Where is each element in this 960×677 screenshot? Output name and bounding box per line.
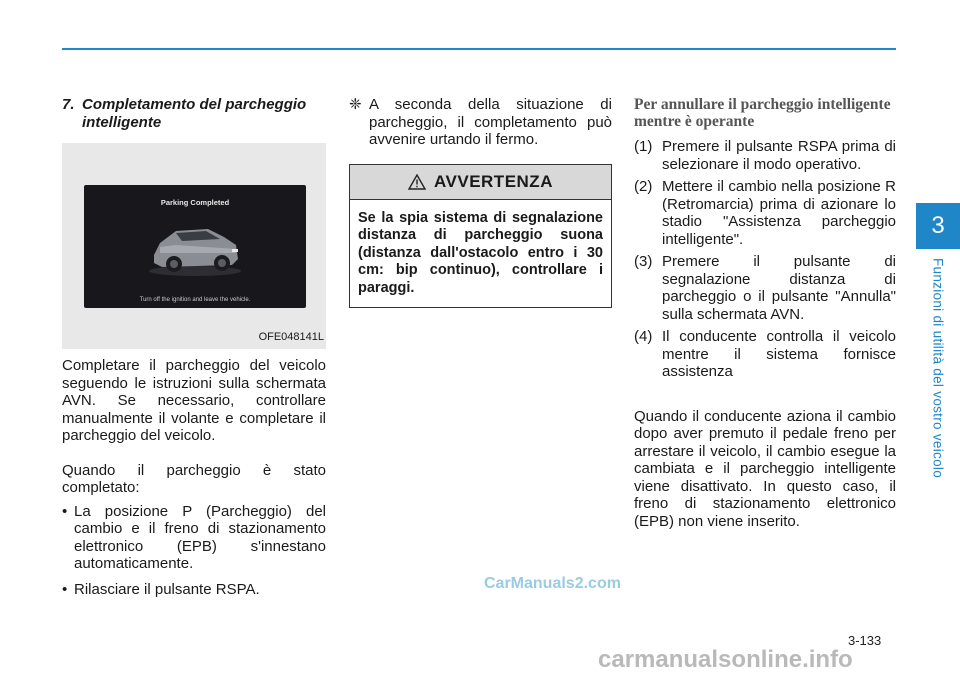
page-number: 3-133 [848, 633, 882, 648]
list-item [62, 503, 326, 573]
step-number: (1) [634, 138, 653, 155]
chapter-side-title [928, 258, 948, 498]
step-number: (4) [634, 328, 653, 345]
list-item [634, 178, 896, 248]
watermark-carmanualsonline: carmanualsonline.info [598, 646, 853, 673]
column-1 [62, 96, 326, 598]
chapter-tab [916, 203, 960, 249]
section-number: 7. [62, 96, 75, 113]
warning-title: AVVERTENZA [434, 171, 553, 191]
section-title-text: Completamento del parcheggio intelligente [82, 96, 307, 131]
warning-triangle-icon [408, 174, 426, 190]
bullet-text: La posizione P (Parcheggio) del cambio e il freno di stazionamento elettronico (EPB) s'innestano automaticamente. [74, 502, 326, 572]
figure-code: OFE048141L [258, 330, 324, 343]
chapter-number: 3 [931, 212, 945, 239]
note [349, 96, 612, 149]
list-item [634, 138, 896, 173]
paragraph-1: Completare il parcheggio del veicolo seguendo le istruzioni sulla schermata AVN. Se necessario, controllare manualmente il volante e completare il parcheggio del veicolo. [62, 357, 326, 444]
column-2 [349, 96, 612, 308]
bullet-text: Rilasciare il pulsante RSPA. [74, 580, 260, 598]
list-item [634, 253, 896, 323]
paragraph-3: Quando il conducente aziona il cambio dopo aver premuto il pedale freno per arrestare il veicolo, il cambio esegue la cambiata e il parcheggio intelligente viene disattivato. In questo caso, il freno di stazionamento elettronico (EPB) non viene inserito. [634, 407, 896, 530]
screen-message: Turn off the ignition and leave the vehicle. [139, 297, 251, 303]
column-3 [634, 96, 896, 530]
watermark-carmanuals2: CarManuals2.com [484, 575, 621, 592]
step-text: Premere il pulsante di segnalazione distanza di parcheggio o il pulsante "Annulla" sulla schermata AVN. [662, 253, 896, 323]
step-text: Mettere il cambio nella posizione R (Retromarcia) prima di azionare lo stadio "Assistenza parcheggio intelligente". [662, 178, 896, 248]
screen-title: Parking Completed [160, 198, 230, 207]
figure-avn-screen [62, 143, 326, 349]
bullet-marker: • [62, 580, 68, 598]
list-item [634, 328, 896, 381]
header-rule [62, 48, 896, 50]
bullet-marker: • [62, 502, 68, 520]
warning-header [350, 165, 611, 200]
subsection-heading: Per annullare il parcheggio intelligente mentre è operante [634, 96, 891, 130]
section-title [62, 96, 326, 131]
note-marker: ❈ [349, 96, 362, 113]
step-number: (2) [634, 178, 653, 195]
chapter-title: Funzioni di utilità del vostro veicolo [930, 258, 946, 479]
note-text: A seconda della situazione di parcheggio, il completamento può avvenire urtando il fermo. [369, 96, 612, 148]
step-text: Il conducente controlla il veicolo mentre il sistema fornisce assistenza [662, 328, 896, 380]
list-item [62, 581, 326, 599]
warning-box [349, 164, 612, 309]
car-icon [146, 211, 244, 279]
paragraph-2: Quando il parcheggio è stato completato: [62, 461, 326, 496]
warning-text: Se la spia sistema di segnalazione distanza di parcheggio suona (distanza dall'ostacolo entro i 30 cm: bip continuo), controllare i paraggi. [358, 209, 603, 296]
step-text: Premere il pulsante RSPA prima di selezionare il modo operativo. [662, 138, 896, 173]
avn-screen [84, 185, 306, 308]
step-number: (3) [634, 253, 653, 270]
